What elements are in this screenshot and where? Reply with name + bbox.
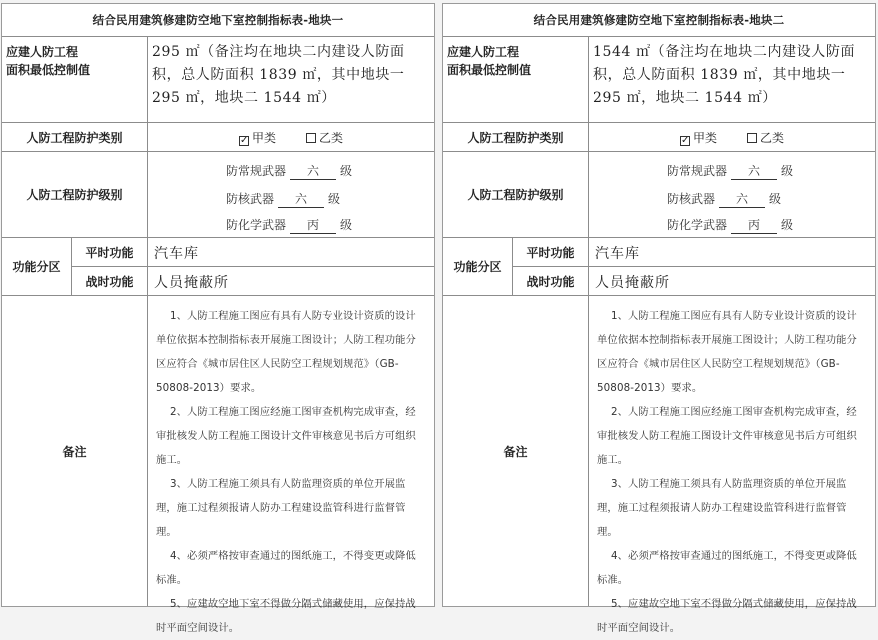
note-item: 3、人防工程施工须具有人防监理资质的单位开展监理，施工过程须报请人防办工程建设监管科进行监督管理。	[156, 478, 406, 538]
level-conventional	[226, 160, 352, 182]
note-item: 5、应建故空地下室不得做分隔式储藏使用，应保持战时平面空间设计。	[156, 598, 416, 634]
level-value: 六	[290, 163, 336, 180]
notes-text	[156, 304, 426, 640]
level-name: 防化学武器	[667, 218, 728, 232]
area-row	[443, 37, 875, 123]
note-item: 1、人防工程施工图应有具有人防专业设计资质的设计单位依据本控制指标表开展施工图设计；人防工程功能分区应符合《城市居住区人民防空工程规划规范》（GB-50808-2013）要求。	[156, 310, 416, 394]
note-item: 2、人防工程施工图应经施工图审查机构完成审查，经审批核发人防工程施工图设计文件审核意见书后方可组织施工。	[156, 406, 416, 466]
level-nuclear	[667, 188, 781, 210]
level-name: 防核武器	[226, 192, 275, 206]
level-label: 人防工程防护级别	[443, 152, 589, 237]
peace-value: 汽车库	[154, 245, 199, 262]
option-class-a	[680, 129, 717, 146]
note-item: 4、必须严格按审查通过的图纸施工，不得变更或降低标准。	[156, 550, 416, 586]
function-label: 功能分区	[443, 238, 513, 295]
option-label: 乙类	[319, 130, 344, 145]
level-chemical	[226, 214, 352, 236]
checkbox-empty-icon	[306, 133, 316, 143]
level-unit: 级	[769, 192, 782, 206]
level-chemical	[667, 214, 793, 236]
checkbox-checked-icon: ✓	[239, 134, 249, 146]
area-row	[2, 37, 434, 123]
option-class-b	[306, 129, 343, 146]
note-item: 5、应建故空地下室不得做分隔式储藏使用，应保持战时平面空间设计。	[597, 598, 857, 634]
area-value: 295 ㎡（备注均在地块二内建设人防面积，总人防面积 1839 ㎡，其中地块一 295 ㎡，地块二 1544 ㎡）	[152, 44, 405, 106]
level-unit: 级	[328, 192, 341, 206]
level-label: 人防工程防护级别	[2, 152, 148, 237]
option-class-a	[239, 129, 276, 146]
control-table-plot-1	[1, 3, 435, 634]
level-name: 防核武器	[667, 192, 716, 206]
level-list	[589, 152, 875, 237]
checkbox-empty-icon	[747, 133, 757, 143]
level-unit: 级	[340, 218, 353, 232]
checkbox-checked-icon: ✓	[680, 134, 690, 146]
level-list	[148, 152, 434, 237]
peace-value: 汽车库	[595, 245, 640, 262]
note-item: 3、人防工程施工须具有人防监理资质的单位开展监理，施工过程须报请人防办工程建设监管科进行监督管理。	[597, 478, 847, 538]
note-item: 4、必须严格按审查通过的图纸施工，不得变更或降低标准。	[597, 550, 857, 586]
notes-label: 备注	[443, 296, 589, 606]
notes-row	[2, 296, 434, 634]
area-label: 应建人防工程 面积最低控制值	[2, 37, 148, 122]
level-value: 六	[719, 191, 765, 208]
area-label: 应建人防工程 面积最低控制值	[443, 37, 589, 122]
level-value: 六	[731, 163, 777, 180]
level-value: 六	[278, 191, 324, 208]
level-row	[443, 152, 875, 238]
level-unit: 级	[340, 164, 353, 178]
category-options	[589, 123, 875, 151]
option-class-b	[747, 129, 784, 146]
level-unit: 级	[781, 218, 794, 232]
peace-label: 平时功能	[513, 238, 589, 267]
category-options	[148, 123, 434, 151]
notes-label: 备注	[2, 296, 148, 606]
category-row	[2, 123, 434, 152]
level-conventional	[667, 160, 793, 182]
level-name: 防化学武器	[226, 218, 287, 232]
option-label: 甲类	[692, 130, 717, 145]
function-label: 功能分区	[2, 238, 72, 295]
table-title: 结合民用建筑修建防空地下室控制指标表-地块二	[443, 4, 875, 37]
category-label: 人防工程防护类别	[443, 123, 589, 151]
notes-text	[597, 304, 867, 640]
option-label: 甲类	[251, 130, 276, 145]
note-item: 1、人防工程施工图应有具有人防专业设计资质的设计单位依据本控制指标表开展施工图设计；人防工程功能分区应符合《城市居住区人民防空工程规划规范》（GB-50808-2013）要求。	[597, 310, 857, 394]
level-value: 丙	[290, 217, 336, 234]
level-unit: 级	[781, 164, 794, 178]
war-value: 人员掩蔽所	[154, 274, 229, 291]
level-nuclear	[226, 188, 340, 210]
note-item: 2、人防工程施工图应经施工图审查机构完成审查，经审批核发人防工程施工图设计文件审核意见书后方可组织施工。	[597, 406, 857, 466]
notes-row	[443, 296, 875, 634]
option-label: 乙类	[760, 130, 785, 145]
category-row	[443, 123, 875, 152]
peace-label: 平时功能	[72, 238, 148, 267]
control-table-plot-2	[442, 3, 876, 634]
function-row	[443, 238, 875, 296]
table-title: 结合民用建筑修建防空地下室控制指标表-地块一	[2, 4, 434, 37]
category-label: 人防工程防护类别	[2, 123, 148, 151]
level-name: 防常规武器	[226, 164, 287, 178]
level-row	[2, 152, 434, 238]
war-label: 战时功能	[513, 267, 589, 296]
war-label: 战时功能	[72, 267, 148, 296]
war-value: 人员掩蔽所	[595, 274, 670, 291]
level-name: 防常规武器	[667, 164, 728, 178]
level-value: 丙	[731, 217, 777, 234]
area-value: 1544 ㎡（备注均在地块二内建设人防面积，总人防面积 1839 ㎡，其中地块一 295 ㎡，地块二 1544 ㎡）	[593, 44, 856, 106]
function-row	[2, 238, 434, 296]
